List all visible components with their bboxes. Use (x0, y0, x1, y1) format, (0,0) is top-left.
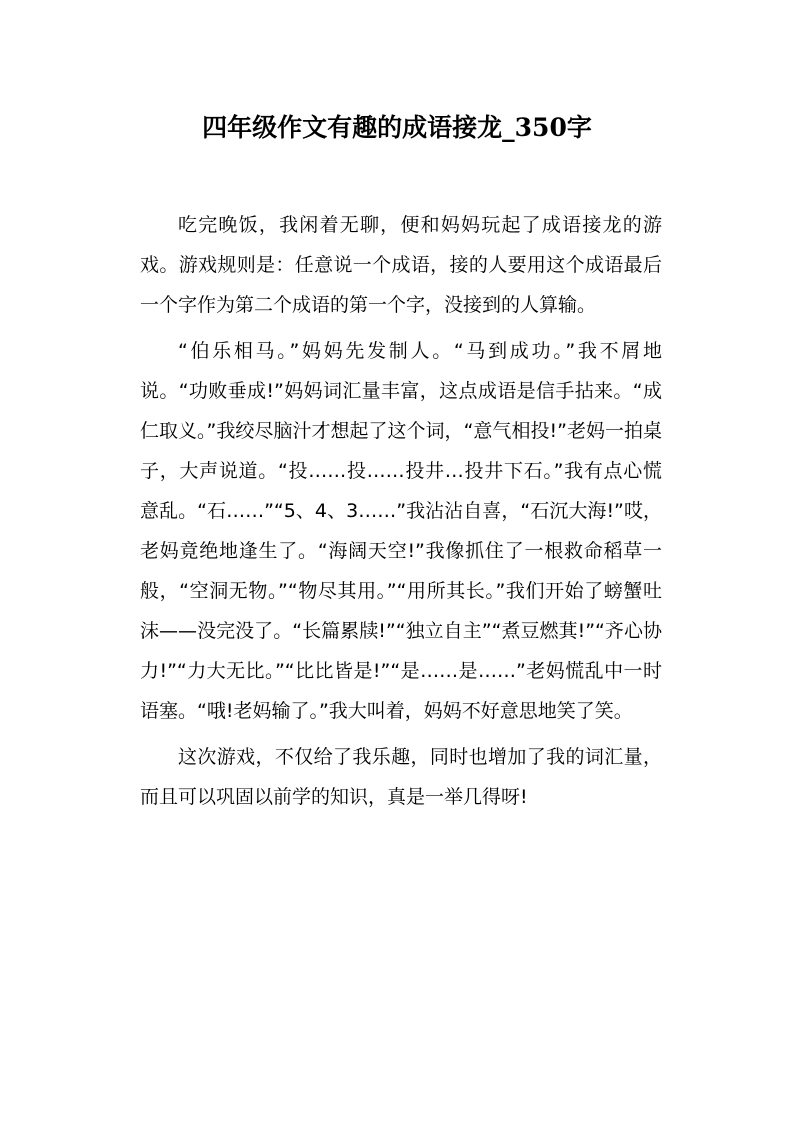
paragraph-3: 这次游戏，不仅给了我乐趣，同时也增加了我的词汇量，而且可以巩固以前学的知识，真是一举几得呀! (140, 746, 662, 808)
essay-body (140, 205, 662, 823)
page-title: 四年级作文有趣的成语接龙_350字 (202, 113, 592, 142)
paragraph-1: 吃完晚饭，我闲着无聊，便和妈妈玩起了成语接龙的游戏。游戏规则是：任意说一个成语，接的人要用这个成语最后一个字作为第二个成语的第一个字，没接到的人算输。 (140, 214, 662, 316)
paragraph-2: “伯乐相马。”妈妈先发制人。“马到成功。”我不屑地说。“功败垂成!”妈妈词汇量丰富，这点成语是信手拈来。“成仁取义。”我绞尽脑汁才想起了这个词，“意气相投!”老妈一拍桌子，大声说道。“投……投……投井…投井下石。”我有点心慌意乱。“石……”“5、4、3……”我沾沾自喜，“石沉大海!”哎，老妈竟绝地逢生了。“海阔天空!”我像抓住了一根救命稻草一般，“空洞无物。”“物尽其用。”“用所其长。”我们开始了螃蟹吐沫——没完没了。“长篇累牍!”“独立自主”“煮豆燃萁!”“齐心协力!”“力大无比。”“比比皆是!”“是……是……”老妈慌乱中一时语塞。“哦!老妈输了。”我大叫着，妈妈不好意思地笑了笑。 (140, 340, 662, 722)
